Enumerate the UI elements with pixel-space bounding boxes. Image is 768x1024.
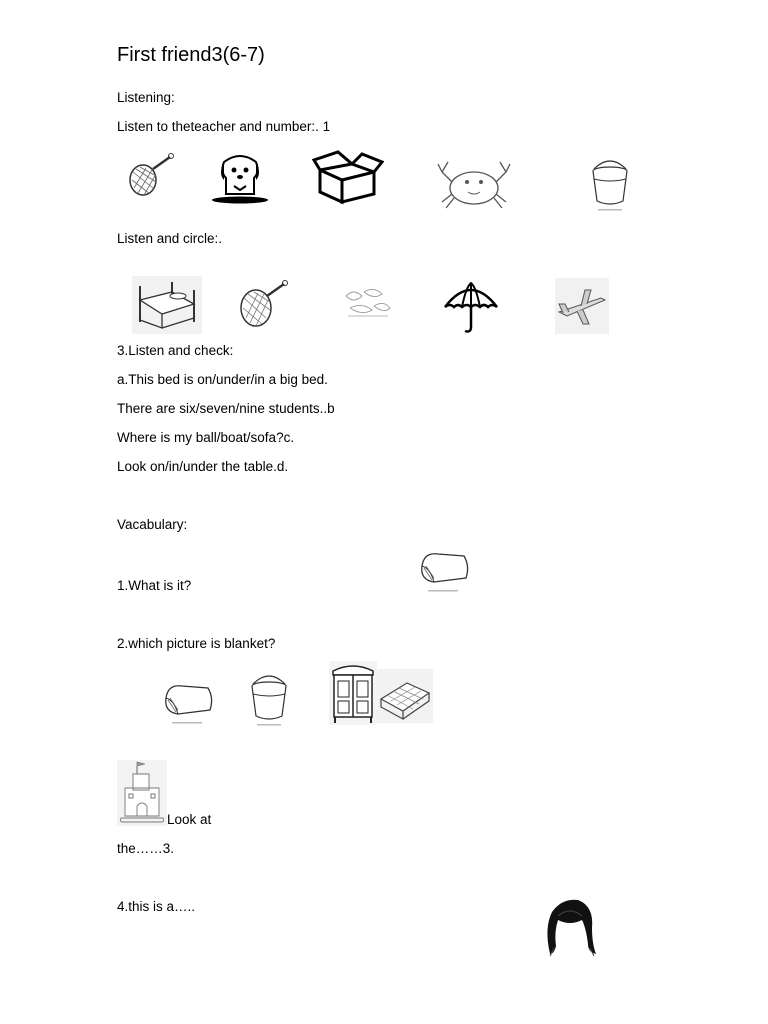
wardrobe-icon bbox=[329, 661, 377, 725]
box-icon bbox=[312, 150, 384, 206]
pillow-icon bbox=[416, 546, 472, 594]
bucket-icon-2 bbox=[247, 672, 291, 728]
hair-icon bbox=[542, 898, 598, 958]
page-title: First friend3(6-7) bbox=[117, 44, 265, 66]
instruction-circle: Listen and circle:. bbox=[117, 231, 223, 246]
net-icon-2 bbox=[236, 280, 290, 330]
bed-icon bbox=[132, 276, 202, 334]
dog-icon bbox=[210, 150, 274, 204]
crab-icon bbox=[436, 156, 512, 210]
section-vocabulary: Vacabulary: bbox=[117, 517, 188, 532]
pillow-icon-2 bbox=[160, 678, 216, 726]
question-4: 4.this is a….. bbox=[117, 899, 196, 914]
check-item-a: a.This bed is on/under/in a big bed. bbox=[117, 372, 328, 387]
section-listening: Listening: bbox=[117, 90, 175, 105]
instruction-number: Listen to theteacher and number:. 1 bbox=[117, 119, 331, 134]
sandcastle-icon bbox=[117, 760, 167, 826]
airplane-icon bbox=[555, 278, 609, 334]
fish-sketch-icon bbox=[344, 286, 392, 320]
check-item-d: Look on/in/under the table.d. bbox=[117, 459, 289, 474]
check-item-b: There are six/seven/nine students..b bbox=[117, 401, 335, 416]
net-icon bbox=[126, 152, 176, 200]
question-3-text: Look at bbox=[167, 812, 212, 827]
check-item-c: Where is my ball/boat/sofa?c. bbox=[117, 430, 295, 445]
bucket-icon bbox=[588, 157, 632, 213]
question-2: 2.which picture is blanket? bbox=[117, 636, 276, 651]
umbrella-icon bbox=[442, 277, 500, 335]
instruction-check: 3.Listen and check: bbox=[117, 343, 234, 358]
question-1: 1.What is it? bbox=[117, 578, 192, 593]
blanket-icon bbox=[377, 669, 433, 723]
question-3-continued: the……3. bbox=[117, 841, 175, 856]
